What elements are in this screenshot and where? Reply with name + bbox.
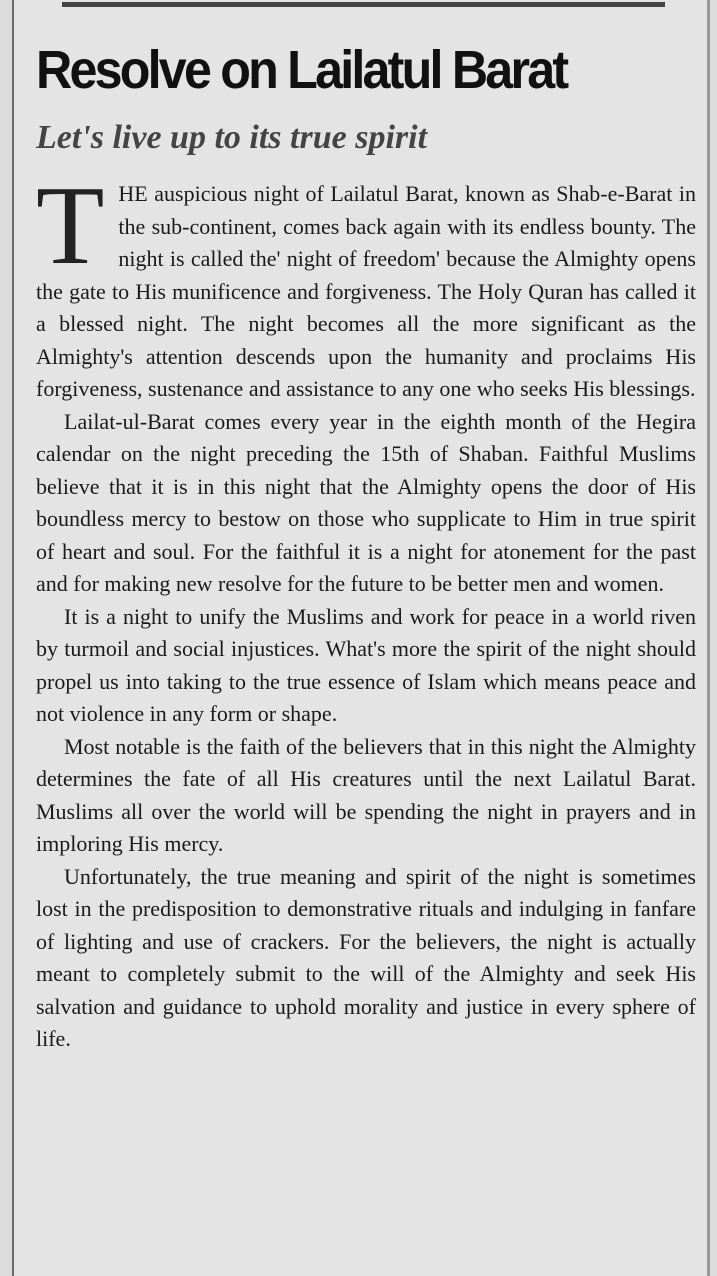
- paragraph-1: [36, 164, 696, 406]
- paragraph-5: Unfortunately, the true meaning and spirit of the night is sometimes lost in the predisposition to demonstrative rituals and indulging in fanfare of lighting and use of crackers. For the believers, the night is actually meant to completely submit to the will of the Almighty and seek His salvation and guidance to uphold morality and justice in every sphere of life.: [36, 863, 696, 1051]
- drop-cap: T: [36, 164, 105, 288]
- subheadline: Let's live up to its true spirit: [36, 119, 428, 156]
- paragraph-4: Most notable is the faith of the believers that in this night the Almighty determines the fate of all His creatures until the next Lailatul Barat. Muslims all over the world will be spending the night in prayers and in imploring His mercy.: [36, 733, 696, 856]
- paragraph-2: Lailat-ul-Barat comes every year in the eighth month of the Hegira calendar on the night preceding the 15th of Shaban. Faithful Muslims believe that it is in this night that the Almighty opens the door of His boundless mercy to bestow on those who supplicate to Him in true spirit of heart and soul. For the faithful it is a night for atonement for the past and for making new resolve for the future to be better men and women.: [36, 408, 696, 596]
- paragraph-1-text: HE auspicious night of Lailatul Barat, known as Shab-e-Barat in the sub-continent, comes back again with its endless bounty. The night is called the' night of freedom' because the Almighty opens the gate to His munificence and forgiveness. The Holy Quran has called it a blessed night. The night becomes all the more significant as the Almighty's attention descends upon the humanity and proclaims His forgiveness, sustenance and assistance to any one who seeks His blessings.: [36, 181, 696, 401]
- top-rule: [62, 2, 665, 7]
- headline: Resolve on Lailatul Barat: [36, 40, 567, 100]
- paragraph-3: It is a night to unify the Muslims and work for peace in a world riven by turmoil and social injustices. What's more the spirit of the night should propel us into taking to the true essence of Islam which means peace and not violence in any form or shape.: [36, 603, 696, 726]
- article-body: [36, 164, 696, 1056]
- newspaper-clipping: [12, 0, 710, 1276]
